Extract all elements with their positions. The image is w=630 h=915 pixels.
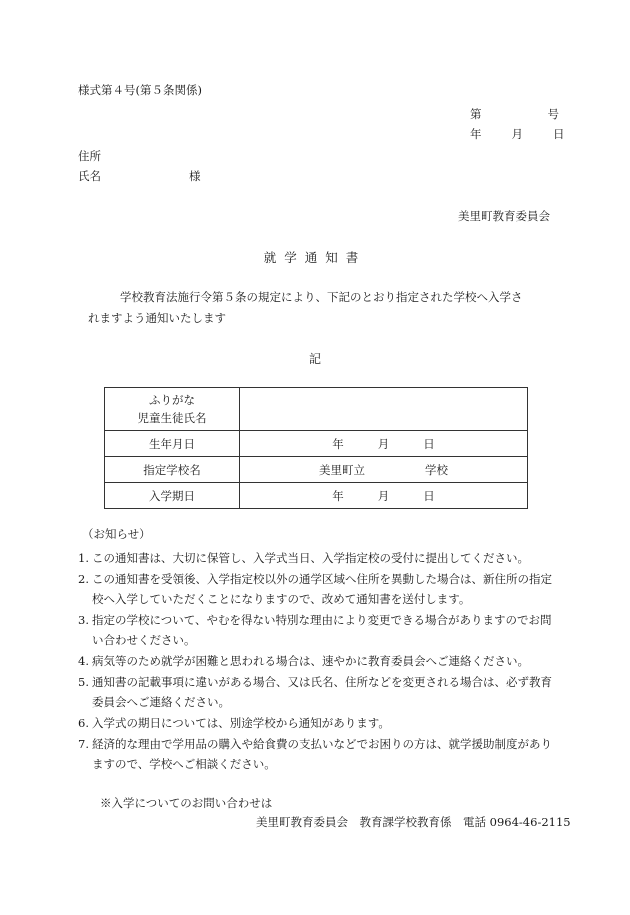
school-value: 美里町立 学校 [240,457,528,483]
list-item: 5. 通知書の記載事項に違いがある場合、又は氏名、住所などを変更される場合は、必ず教育委員会へご連絡ください。 [78,675,552,709]
date-year: 年 [470,127,482,141]
contact-info: 美里町教育委員会 教育課学校教育係 電話 0964-46-2115 [256,815,571,829]
document-title: 就学通知書 [263,250,367,265]
list-item: 2. この通知書を受領後、入学指定校以外の通学区域へ住所を異動した場合は、新住所の指定校へ入学していただくことになりますので、改めて通知書を送付します。 [78,572,552,606]
list-item: 1. この通知書は、大切に保管し、入学式当日、入学指定校の受付に提出してください。 [78,551,529,565]
name-label: 氏名 [78,169,101,183]
list-item: 7. 経済的な理由で学用品の購入や給食費の支払いなどでお困りの方は、就学援助制度がありますので、学校へご相談ください。 [78,737,552,771]
ki-heading: 記 [308,352,321,366]
entry-date-value: 年 月 日 [240,483,528,509]
address-label: 住所 [78,149,101,163]
date-day: 日 [553,127,565,141]
body-text [88,287,538,329]
birthdate-label: 生年月日 [105,431,240,457]
list-item: 6. 入学式の期日については、別途学校から通知があります。 [78,716,390,730]
form-number: 様式第４号(第５条関係) [78,83,202,97]
school-label: 指定学校名 [105,457,240,483]
issuer: 美里町教育委員会 [458,209,550,223]
body-line-1: 学校教育法施行令第５条の規定により、下記のとおり指定された学校へ入学さ [120,290,523,304]
birthdate-value: 年 月 日 [240,431,528,457]
furigana-label: ふりがな [149,393,195,407]
body-line-2: れますよう通知いたします [88,311,226,325]
table-row [105,431,528,457]
table-row [105,483,528,509]
list-item: 4. 病気等のため就学が困難と思われる場合は、速やかに教育委員会へご連絡ください。 [78,654,529,668]
issue-date [470,126,565,142]
notice-list [78,548,558,775]
list-item: 3. 指定の学校について、やむを得ない特別な理由により変更できる場合がありますのでお問い合わせください。 [78,613,552,647]
number-suffix: 号 [547,107,559,121]
contact-note: ※入学についてのお問い合わせは [100,796,273,810]
recipient-name [78,168,201,184]
entry-date-label: 入学期日 [105,483,240,509]
honorific: 様 [189,169,201,183]
notice-header: （お知らせ） [82,527,151,541]
document-number [470,106,559,122]
student-name-text: 児童生徒氏名 [137,411,207,425]
table-row [105,388,528,431]
info-table [104,387,528,509]
number-prefix: 第 [470,107,482,121]
table-row [105,457,528,483]
student-name-label [105,388,240,431]
student-name-value [240,388,528,431]
date-month: 月 [511,127,523,141]
